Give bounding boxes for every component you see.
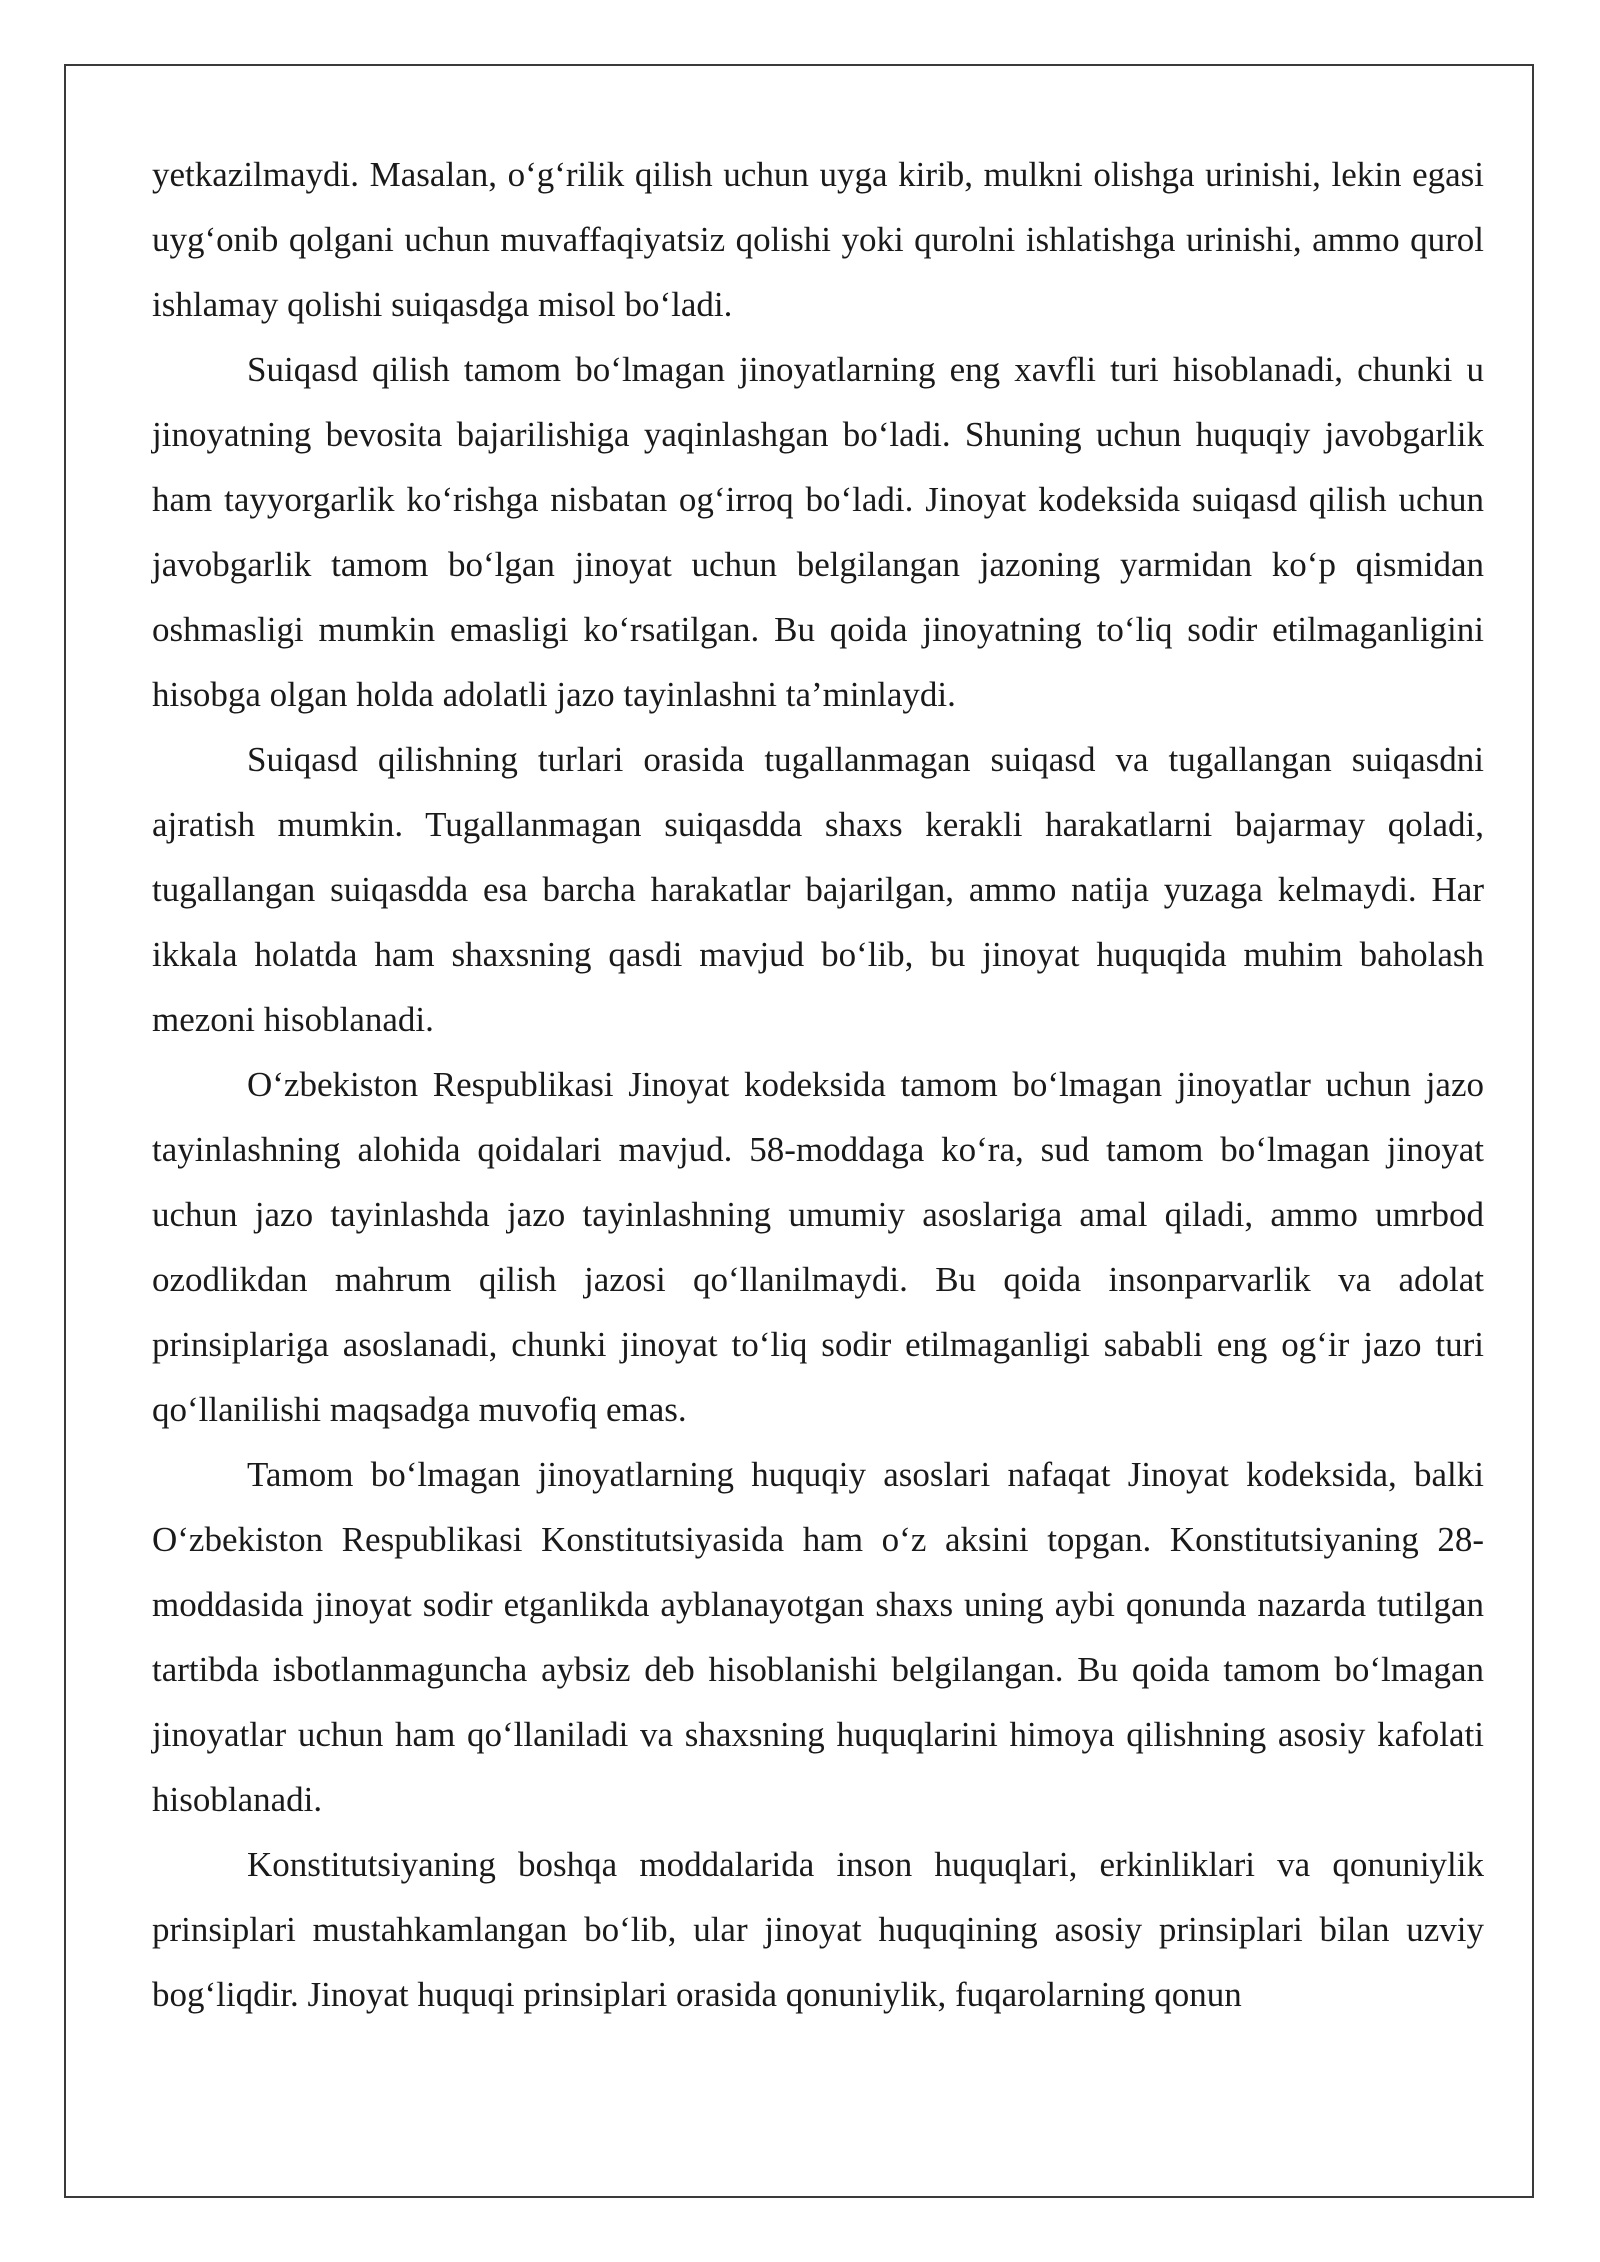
- paragraph-3: Suiqasd qilishning turlari orasida tugallanmagan suiqasd va tugallangan suiqasdni ajratish mumkin. Tugallanmagan suiqasdda shaxs kerakli harakatlarni bajarmay qoladi, tugallangan suiqasdda esa barcha harakatlar bajarilgan, ammo natija yuzaga kelmaydi. Har ikkala holatda ham shaxsning qasdi mavjud bo‘lib, bu jinoyat huquqida muhim baholash mezoni hisoblanadi.: [152, 740, 1484, 1039]
- paragraph-1: yetkazilmaydi. Masalan, o‘g‘rilik qilish uchun uyga kirib, mulkni olishga urinishi, lekin egasi uyg‘onib qolgani uchun muvaffaqiyatsiz qolishi yoki qurolni ishlatishga urinishi, ammo qurol ishlamay qolishi suiqasdga misol bo‘ladi.: [152, 155, 1484, 324]
- paragraph-5: Tamom bo‘lmagan jinoyatlarning huquqiy asoslari nafaqat Jinoyat kodeksida, balki O‘zbekiston Respublikasi Konstitutsiyasida ham o‘z aksini topgan. Konstitutsiyaning 28-moddasida jinoyat sodir etganlikda ayblanayotgan shaxs uning aybi qonunda nazarda tutilgan tartibda isbotlanmaguncha aybsiz deb hisoblanishi belgilangan. Bu qoida tamom bo‘lmagan jinoyatlar uchun ham qo‘llaniladi va shaxsning huquqlarini himoya qilishning asosiy kafolati hisoblanadi.: [152, 1455, 1484, 1819]
- document-body: [152, 142, 1484, 2027]
- paragraph-4: O‘zbekiston Respublikasi Jinoyat kodeksida tamom bo‘lmagan jinoyatlar uchun jazo tayinlashning alohida qoidalari mavjud. 58-moddaga ko‘ra, sud tamom bo‘lmagan jinoyat uchun jazo tayinlashda jazo tayinlashning umumiy asoslariga amal qiladi, ammo umrbod ozodlikdan mahrum qilish jazosi qo‘llanilmaydi. Bu qoida insonparvarlik va adolat prinsiplariga asoslanadi, chunki jinoyat to‘liq sodir etilmaganligi sababli eng og‘ir jazo turi qo‘llanilishi maqsadga muvofiq emas.: [152, 1065, 1484, 1429]
- paragraph-6: Konstitutsiyaning boshqa moddalarida inson huquqlari, erkinliklari va qonuniylik prinsiplari mustahkamlangan bo‘lib, ular jinoyat huquqining asosiy prinsiplari bilan uzviy bog‘liqdir. Jinoyat huquqi prinsiplari orasida qonuniylik, fuqarolarning qonun: [152, 1845, 1484, 2014]
- paragraph-2: Suiqasd qilish tamom bo‘lmagan jinoyatlarning eng xavfli turi hisoblanadi, chunki u jinoyatning bevosita bajarilishiga yaqinlashgan bo‘ladi. Shuning uchun huquqiy javobgarlik ham tayyorgarlik ko‘rishga nisbatan og‘irroq bo‘ladi. Jinoyat kodeksida suiqasd qilish uchun javobgarlik tamom bo‘lgan jinoyat uchun belgilangan jazoning yarmidan ko‘p qismidan oshmasligi mumkin emasligi ko‘rsatilgan. Bu qoida jinoyatning to‘liq sodir etilmaganligini hisobga olgan holda adolatli jazo tayinlashni ta’minlaydi.: [152, 350, 1484, 714]
